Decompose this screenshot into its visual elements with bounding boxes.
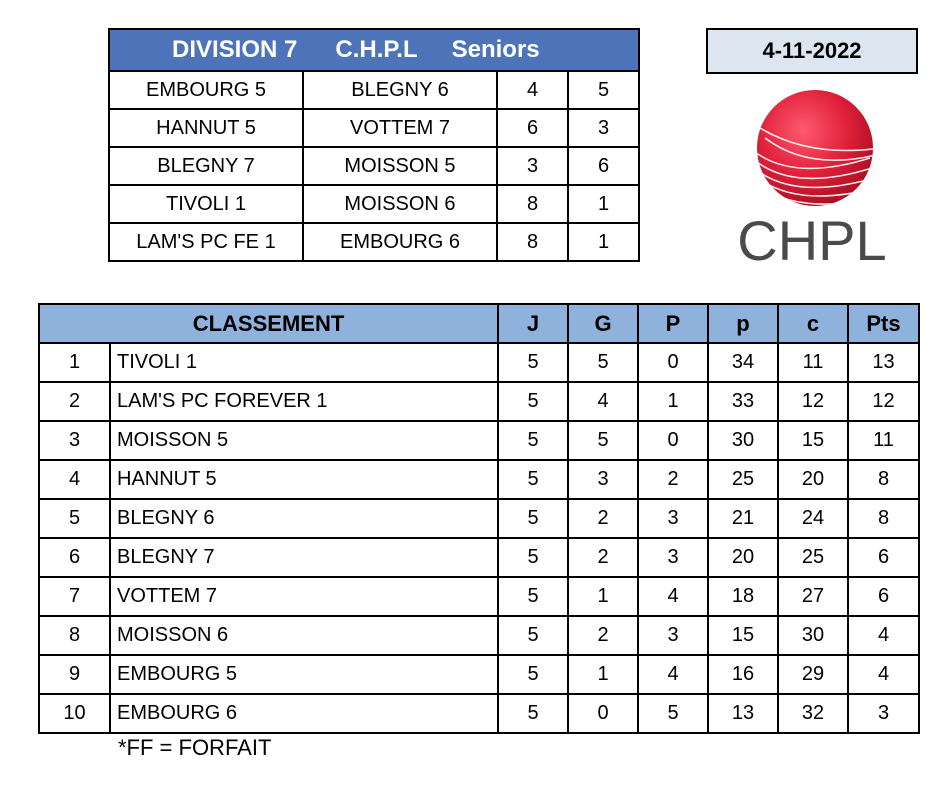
stat-cell-p: 13 xyxy=(708,694,778,733)
stat-cell-pts: 4 xyxy=(848,616,919,655)
stat-cell-pts: 8 xyxy=(848,499,919,538)
rank-cell: 1 xyxy=(39,343,110,382)
stat-cell-pts: 4 xyxy=(848,655,919,694)
stat-cell-p: 3 xyxy=(638,538,708,577)
away-score: 1 xyxy=(568,223,639,261)
stat-cell-p: 16 xyxy=(708,655,778,694)
stat-cell-j: 5 xyxy=(498,616,568,655)
stat-cell-p: 20 xyxy=(708,538,778,577)
stat-cell-j: 5 xyxy=(498,460,568,499)
rank-cell: 9 xyxy=(39,655,110,694)
stat-cell-g: 3 xyxy=(568,460,638,499)
team-cell: BLEGNY 7 xyxy=(110,538,498,577)
stat-cell-p: 3 xyxy=(638,616,708,655)
team-cell: BLEGNY 6 xyxy=(110,499,498,538)
standings-row xyxy=(39,538,919,577)
rank-cell: 7 xyxy=(39,577,110,616)
team-cell: MOISSON 6 xyxy=(110,616,498,655)
col-header-p: P xyxy=(638,304,708,343)
chpl-ball-icon xyxy=(730,88,895,268)
stat-cell-pts: 6 xyxy=(848,538,919,577)
stat-cell-pts: 8 xyxy=(848,460,919,499)
standings-body xyxy=(39,343,919,733)
stat-cell-g: 2 xyxy=(568,538,638,577)
away-score: 1 xyxy=(568,185,639,223)
away-score: 5 xyxy=(568,71,639,109)
rank-cell: 3 xyxy=(39,421,110,460)
stat-cell-p: 2 xyxy=(638,460,708,499)
rank-cell: 10 xyxy=(39,694,110,733)
stat-cell-c: 27 xyxy=(778,577,848,616)
away-score: 3 xyxy=(568,109,639,147)
stat-cell-p: 34 xyxy=(708,343,778,382)
stat-cell-c: 30 xyxy=(778,616,848,655)
home-score: 6 xyxy=(497,109,568,147)
col-header-j: J xyxy=(498,304,568,343)
result-row xyxy=(109,109,639,147)
away-team: MOISSON 6 xyxy=(303,185,497,223)
results-body xyxy=(109,71,639,261)
stat-cell-p: 0 xyxy=(638,421,708,460)
rank-cell: 4 xyxy=(39,460,110,499)
division-label: DIVISION 7 xyxy=(172,36,298,63)
match-date: 4-11-2022 xyxy=(706,28,918,74)
team-cell: TIVOLI 1 xyxy=(110,343,498,382)
standings-row xyxy=(39,382,919,421)
result-row xyxy=(109,185,639,223)
team-cell: EMBOURG 6 xyxy=(110,694,498,733)
team-cell: MOISSON 5 xyxy=(110,421,498,460)
stat-cell-j: 5 xyxy=(498,421,568,460)
stat-cell-c: 12 xyxy=(778,382,848,421)
home-team: TIVOLI 1 xyxy=(109,185,303,223)
standings-row xyxy=(39,460,919,499)
category-label: Seniors xyxy=(451,36,540,63)
standings-row xyxy=(39,421,919,460)
stat-cell-p: 33 xyxy=(708,382,778,421)
away-score: 6 xyxy=(568,147,639,185)
stat-cell-g: 2 xyxy=(568,499,638,538)
logo-text: CHPL xyxy=(737,209,887,268)
stat-cell-j: 5 xyxy=(498,382,568,421)
stat-cell-j: 5 xyxy=(498,538,568,577)
stat-cell-g: 4 xyxy=(568,382,638,421)
standings-row xyxy=(39,499,919,538)
stat-cell-p: 25 xyxy=(708,460,778,499)
standings-row xyxy=(39,343,919,382)
col-header-g: G xyxy=(568,304,638,343)
stat-cell-c: 11 xyxy=(778,343,848,382)
stat-cell-pts: 11 xyxy=(848,421,919,460)
rank-cell: 6 xyxy=(39,538,110,577)
stat-cell-p: 3 xyxy=(638,499,708,538)
away-team: MOISSON 5 xyxy=(303,147,497,185)
team-cell: EMBOURG 5 xyxy=(110,655,498,694)
stat-cell-p: 21 xyxy=(708,499,778,538)
home-score: 3 xyxy=(497,147,568,185)
rank-cell: 2 xyxy=(39,382,110,421)
stat-cell-c: 32 xyxy=(778,694,848,733)
chpl-logo xyxy=(730,88,895,268)
stat-cell-c: 15 xyxy=(778,421,848,460)
rank-cell: 5 xyxy=(39,499,110,538)
result-row xyxy=(109,223,639,261)
stat-cell-g: 1 xyxy=(568,577,638,616)
col-header-pts: Pts xyxy=(848,304,919,343)
stat-cell-p: 4 xyxy=(638,577,708,616)
standings-header xyxy=(39,304,919,343)
home-score: 8 xyxy=(497,185,568,223)
home-team: LAM'S PC FE 1 xyxy=(109,223,303,261)
stat-cell-pts: 3 xyxy=(848,694,919,733)
standings-row xyxy=(39,577,919,616)
team-cell: LAM'S PC FOREVER 1 xyxy=(110,382,498,421)
result-row xyxy=(109,71,639,109)
stat-cell-p: 15 xyxy=(708,616,778,655)
team-cell: VOTTEM 7 xyxy=(110,577,498,616)
stat-cell-p: 30 xyxy=(708,421,778,460)
stat-cell-c: 24 xyxy=(778,499,848,538)
stat-cell-g: 1 xyxy=(568,655,638,694)
result-row xyxy=(109,147,639,185)
team-cell: HANNUT 5 xyxy=(110,460,498,499)
stat-cell-j: 5 xyxy=(498,694,568,733)
standings-table xyxy=(38,303,920,734)
stat-cell-g: 0 xyxy=(568,694,638,733)
home-team: EMBOURG 5 xyxy=(109,71,303,109)
rank-cell: 8 xyxy=(39,616,110,655)
stat-cell-pts: 6 xyxy=(848,577,919,616)
stat-cell-p: 5 xyxy=(638,694,708,733)
stat-cell-p: 4 xyxy=(638,655,708,694)
stat-cell-g: 5 xyxy=(568,343,638,382)
home-score: 8 xyxy=(497,223,568,261)
stat-cell-p: 0 xyxy=(638,343,708,382)
stat-cell-pts: 12 xyxy=(848,382,919,421)
stat-cell-g: 5 xyxy=(568,421,638,460)
results-header xyxy=(109,29,639,71)
standings-row xyxy=(39,694,919,733)
stat-cell-p: 1 xyxy=(638,382,708,421)
away-team: VOTTEM 7 xyxy=(303,109,497,147)
away-team: EMBOURG 6 xyxy=(303,223,497,261)
league-label: C.H.P.L xyxy=(335,36,418,63)
stat-cell-c: 25 xyxy=(778,538,848,577)
stat-cell-c: 29 xyxy=(778,655,848,694)
standings-row xyxy=(39,655,919,694)
stat-cell-g: 2 xyxy=(568,616,638,655)
results-table xyxy=(108,28,640,262)
stat-cell-pts: 13 xyxy=(848,343,919,382)
home-team: HANNUT 5 xyxy=(109,109,303,147)
stat-cell-j: 5 xyxy=(498,577,568,616)
home-team: BLEGNY 7 xyxy=(109,147,303,185)
standings-title: CLASSEMENT xyxy=(39,304,498,343)
stat-cell-c: 20 xyxy=(778,460,848,499)
stat-cell-p: 18 xyxy=(708,577,778,616)
stat-cell-j: 5 xyxy=(498,343,568,382)
stat-cell-j: 5 xyxy=(498,655,568,694)
footnote: *FF = FORFAIT xyxy=(118,735,272,760)
home-score: 4 xyxy=(497,71,568,109)
col-header-points-against: c xyxy=(778,304,848,343)
standings-row xyxy=(39,616,919,655)
stat-cell-j: 5 xyxy=(498,499,568,538)
col-header-points-for: p xyxy=(708,304,778,343)
away-team: BLEGNY 6 xyxy=(303,71,497,109)
